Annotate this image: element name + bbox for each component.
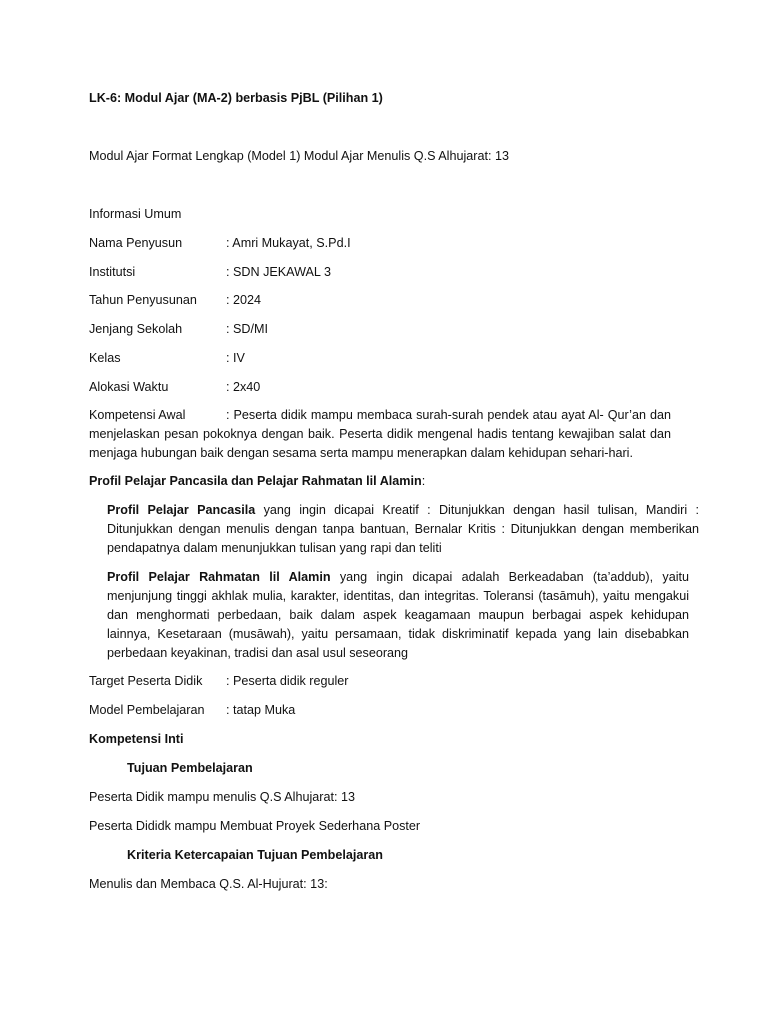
info-value: : 2x40 — [226, 380, 261, 394]
info-row-jenjang — [89, 320, 268, 338]
kompetensi-awal — [89, 406, 671, 463]
model-row — [89, 701, 295, 719]
target-label: Target Peserta Didik — [89, 674, 203, 688]
kriteria-item: Menulis dan Membaca Q.S. Al-Hujurat: 13: — [89, 877, 328, 891]
profil-heading-text: Profil Pelajar Pancasila dan Pelajar Rahmatan lil Alamin — [89, 474, 422, 488]
info-value: : 2024 — [226, 293, 262, 307]
document-title: LK-6: Modul Ajar (MA-2) berbasis PjBL (Pilihan 1) — [89, 91, 383, 105]
info-row-nama — [89, 234, 351, 252]
info-label: Jenjang Sekolah — [89, 322, 183, 336]
tujuan-item: Peserta Didik mampu menulis Q.S Alhujarat: 13 — [89, 790, 355, 804]
info-row-kelas — [89, 349, 245, 367]
target-row — [89, 672, 349, 690]
info-label: Institutsi — [89, 265, 136, 279]
profil-rahmatan-text: yang ingin dicapai adalah Berkeadaban (ta’addub), yaitu menjunjung tinggi akhlak mulia, karakter, identitas, dan integritas. Toleransi (tasāmuh), yaitu mengakui dan menghormati perbedaan, baik dalam aspek keagamaan maupun berbagai aspek kehidupan lainnya, Kesetaraan (musāwah), yaitu persamaan, tidak diskriminatif kepada yang lain disebabkan perbedaan keyakinan, tradisi dan asal usul seseorang — [107, 570, 689, 660]
info-row-alokasi — [89, 378, 260, 396]
kompetensi-awal-text: : Peserta didik mampu membaca surah-surah pendek atau ayat Al- Qur’an dan menjelaskan pesan pokoknya dengan baik. Peserta didik mengenal hadis tentang kewajiban salat dan menjaga hubungan baik dengan sesama serta mampu menerapkan dalam kehidupan sehari-hari. — [89, 408, 671, 460]
info-label: Nama Penyusun — [89, 236, 183, 250]
profil-pancasila — [107, 501, 699, 558]
profil-pancasila-text: yang ingin dicapai Kreatif : Ditunjukkan dengan hasil tulisan, Mandiri : Ditunjukkan dengan menulis dengan tanpa bantuan, Bernalar Kritis : Ditunjukkan dengan memberikan pendapatnya dalam menunjukkan tulisan yang rapi dan teliti — [107, 503, 699, 555]
kompetensi-inti-heading: Kompetensi Inti — [89, 732, 184, 746]
tujuan-heading: Tujuan Pembelajaran — [127, 761, 253, 775]
model-label: Model Pembelajaran — [89, 703, 205, 717]
model-value: : tatap Muka — [226, 703, 296, 717]
profil-rahmatan — [107, 568, 689, 663]
target-value: : Peserta didik reguler — [226, 674, 349, 688]
profil-pancasila-label: Profil Pelajar Pancasila — [107, 503, 256, 517]
info-heading: Informasi Umum — [89, 207, 182, 221]
info-row-institusi — [89, 263, 331, 281]
info-value: : SD/MI — [226, 322, 268, 336]
info-label: Kelas — [89, 351, 121, 365]
info-value: : Amri Mukayat, S.Pd.I — [226, 236, 351, 250]
document-subtitle: Modul Ajar Format Lengkap (Model 1) Modul Ajar Menulis Q.S Alhujarat: 13 — [89, 149, 509, 163]
kriteria-heading: Kriteria Ketercapaian Tujuan Pembelajaran — [127, 848, 383, 862]
info-label: Alokasi Waktu — [89, 380, 169, 394]
info-value: : SDN JEKAWAL 3 — [226, 265, 331, 279]
profil-heading-colon: : — [421, 474, 426, 488]
info-value: : IV — [226, 351, 245, 365]
tujuan-item: Peserta Dididk mampu Membuat Proyek Sederhana Poster — [89, 819, 421, 833]
info-label: Tahun Penyusunan — [89, 293, 197, 307]
profil-heading — [89, 472, 425, 490]
kompetensi-awal-label: Kompetensi Awal — [89, 408, 186, 422]
profil-rahmatan-label: Profil Pelajar Rahmatan lil Alamin — [107, 570, 331, 584]
info-row-tahun — [89, 291, 261, 309]
